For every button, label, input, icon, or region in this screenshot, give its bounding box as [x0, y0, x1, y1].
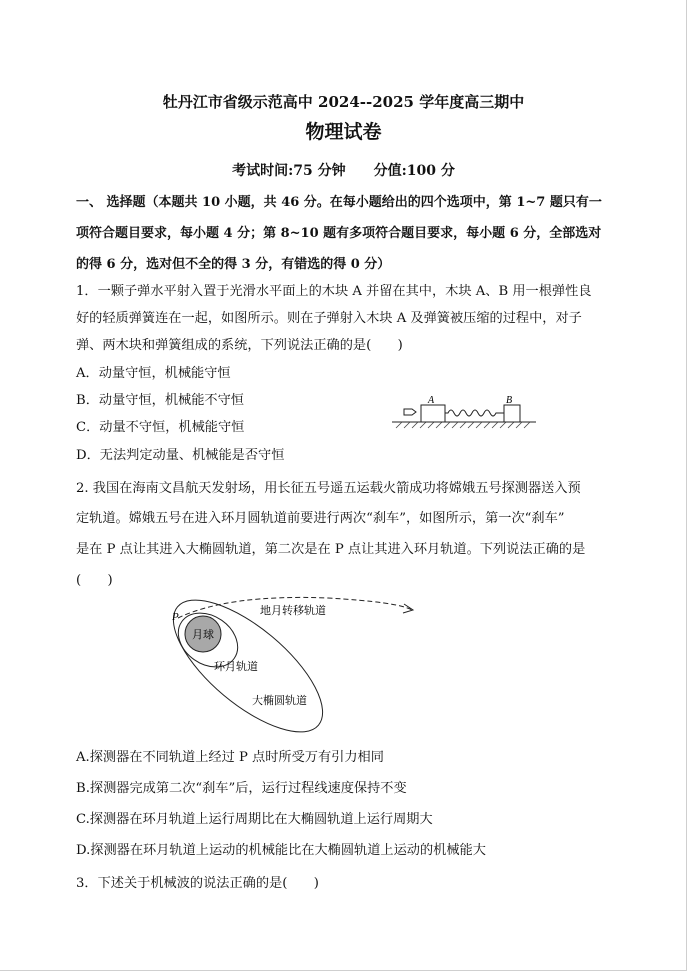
q2-stem-line-2: 定轨道。嫦娥五号在进入环月圆轨道前要进行两次“刹车”，如图所示，第一次“刹车” [76, 511, 565, 526]
spring [445, 410, 504, 416]
q2-option-c: C.探测器在环月轨道上运行周期比在大椭圆轨道上运行周期大 [76, 812, 433, 827]
moon-label: 月球 [192, 628, 214, 641]
school-title: 牡丹江市省级示范高中 2024--2025 学年度高三期中 [162, 93, 525, 111]
q1-stem-line-1: 1．一颗子弹水平射入置于光滑水平面上的木块 A 并留在其中，木块 A、B 用一根弹性良 [76, 284, 592, 299]
exam-info [0, 163, 687, 179]
q2-orbit-figure [168, 588, 438, 748]
q1-stem-line-2: 好的轻质弹簧连在一起，如图所示。则在子弹射入木块 A 及弹簧被压缩的过程中，对子 [76, 311, 582, 326]
q2-stem-line-3: 是在 P 点让其进入大椭圆轨道，第二次是在 P 点让其进入环月轨道。下列说法正确的是 [76, 542, 586, 557]
section1-line-2: 项符合题目要求，每小题 4 分；第 8~10 题有多项符合题目要求，每小题 6 分，全部选对 [76, 226, 602, 241]
q2-option-d: D.探测器在环月轨道上运动的机械能比在大椭圆轨道上运动的机械能大 [76, 843, 486, 858]
q1-option-b: B．动量守恒，机械能不守恒 [76, 393, 244, 408]
paper-title: 物理试卷 [305, 121, 382, 143]
q2-stem-line-1: 2. 我国在海南文昌航天发射场，用长征五号遥五运载火箭成功将嫦娥五号探测器送入预 [76, 481, 581, 496]
block-a [421, 405, 445, 422]
q3-stem: 3．下述关于机械波的说法正确的是( ) [76, 876, 319, 891]
q1-spring-block-figure [390, 392, 540, 432]
q1-stem-line-3: 弹、两木块和弹簧组成的系统，下列说法正确的是( ) [76, 338, 403, 353]
section1-line-3: 的得 6 分，选对但不全的得 3 分，有错选的得 0 分） [76, 257, 391, 272]
q2-stem-line-4: ( ) [76, 573, 113, 588]
exam-score: 分值:100 分 [373, 163, 455, 179]
section1-line-1: 一、 选择题（本题共 10 小题，共 46 分。在每小题给出的四个选项中，第 1~7 题只有一 [76, 195, 602, 210]
bullet-icon [404, 409, 416, 415]
q2-option-b: B.探测器完成第二次“刹车”后，运行过程线速度保持不变 [76, 781, 407, 796]
q1-option-c: C．动量不守恒，机械能守恒 [76, 420, 245, 435]
q1-option-a: A．动量守恒，机械能守恒 [76, 366, 231, 381]
circular-orbit-label: 环月轨道 [214, 660, 258, 673]
q1-option-d: D．无法判定动量、机械能是否守恒 [76, 448, 285, 463]
label-b: B [506, 395, 513, 406]
ellipse-orbit-label: 大椭圆轨道 [252, 694, 307, 707]
transfer-orbit-label: 地月转移轨道 [260, 604, 326, 617]
block-b [504, 405, 520, 422]
exam-time: 考试时间:75 分钟 [232, 163, 346, 179]
label-a: A [428, 395, 435, 406]
q2-option-a: A.探测器在不同轨道上经过 P 点时所受万有引力相同 [76, 750, 384, 765]
point-p-label: P [172, 611, 179, 623]
